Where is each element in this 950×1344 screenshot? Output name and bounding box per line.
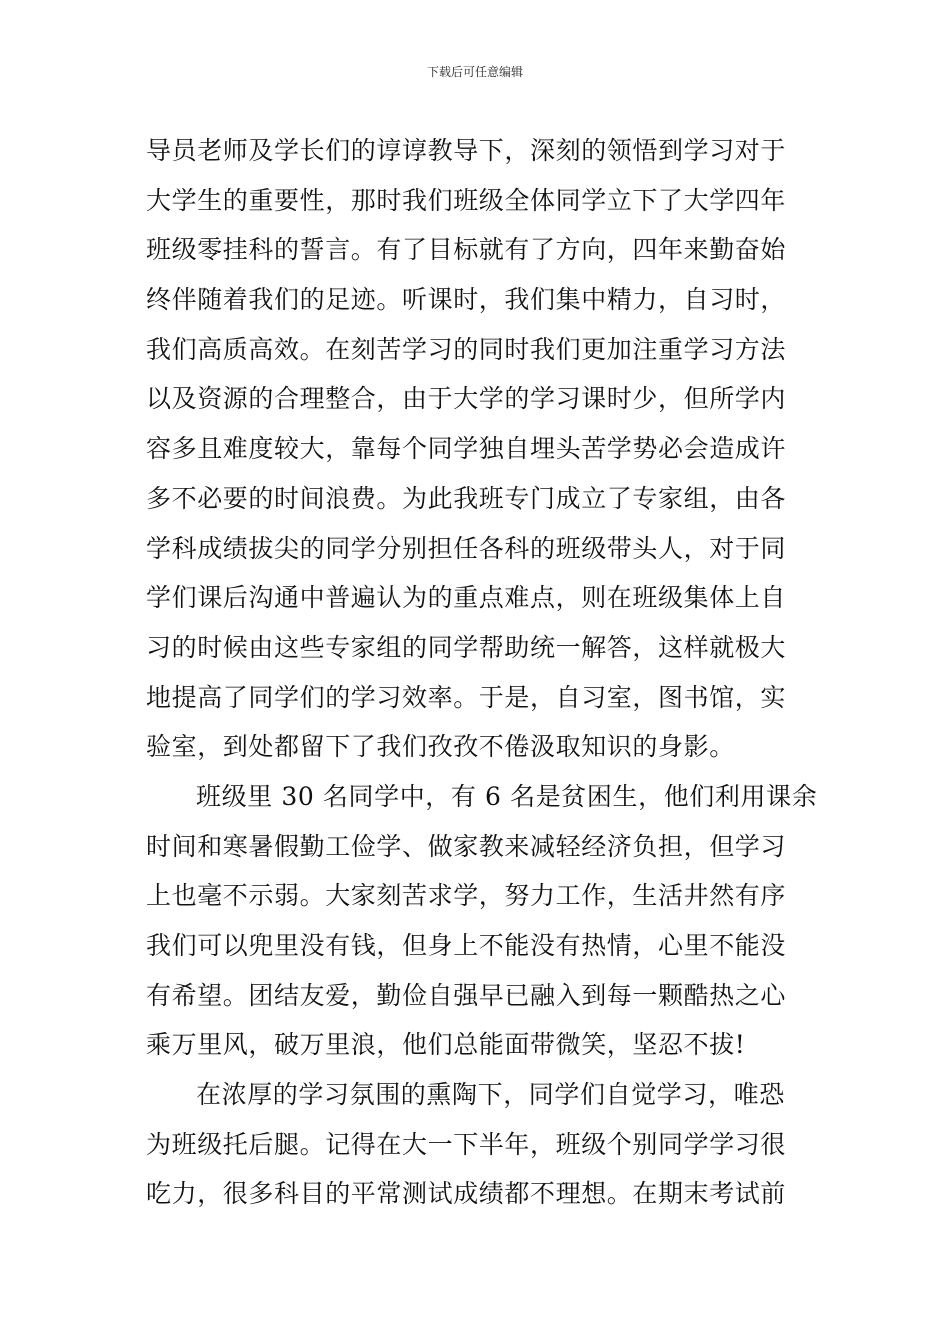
text-line: 验室，到处都留下了我们孜孜不倦汲取知识的身影。 [146, 732, 735, 762]
text-line: 导员老师及学长们的谆谆教导下，深刻的领悟到学习对于 [146, 136, 787, 165]
text-line: 学们课后沟通中普遍认为的重点难点，则在班级集体上自 [146, 583, 787, 613]
page-header-note: 下载后可任意编辑 [426, 65, 523, 79]
text-line: 学科成绩拔尖的同学分别担任各科的班级带头人，对于同 [146, 533, 787, 563]
text-line: 乘万里风，破万里浪，他们总能面带微笑，坚忍不拔! [146, 1030, 746, 1060]
text-line: 以及资源的合理整合，由于大学的学习课时少，但所学内 [146, 384, 787, 414]
text-line: 班级零挂科的誓言。有了目标就有了方向，四年来勤奋始 [146, 235, 787, 265]
text-line: 上也毫不示弱。大家刻苦求学，努力工作，生活井然有序 [146, 881, 787, 911]
text-line: 多不必要的时间浪费。为此我班专门成立了专家组，由各 [146, 483, 787, 513]
text-line: 吃力，很多科目的平常测试成绩都不理想。在期末考试前 [146, 1179, 787, 1209]
text-line: 地提高了同学们的学习效率。于是，自习室，图书馆，实 [146, 682, 787, 712]
paragraph-first-line: 班级里 30 名同学中，有 6 名是贫困生，他们利用课余 [196, 781, 818, 811]
text-line: 大学生的重要性，那时我们班级全体同学立下了大学四年 [146, 185, 787, 215]
text-line: 我们高质高效。在刻苦学习的同时我们更加注重学习方法 [146, 334, 787, 364]
text-line: 时间和寒暑假勤工俭学、做家教来减轻经济负担，但学习 [146, 831, 787, 861]
text-line: 习的时候由这些专家组的同学帮助统一解答，这样就极大 [146, 632, 787, 662]
text-line: 为班级托后腿。记得在大一下半年，班级个别同学学习很 [146, 1129, 787, 1159]
text-line: 我们可以兜里没有钱，但身上不能没有热情，心里不能没 [146, 931, 787, 960]
text-line: 终伴随着我们的足迹。听课时，我们集中精力，自习时， [146, 285, 787, 315]
document-body [146, 126, 818, 1219]
paragraph-first-line: 在浓厚的学习氛围的熏陶下，同学们自觉学习，唯恐 [196, 1080, 785, 1110]
text-line: 容多且难度较大，靠每个同学独自埋头苦学势必会造成许 [146, 434, 787, 464]
text-line: 有希望。团结友爱，勤俭自强早已融入到每一颗酷热之心 [146, 980, 787, 1010]
